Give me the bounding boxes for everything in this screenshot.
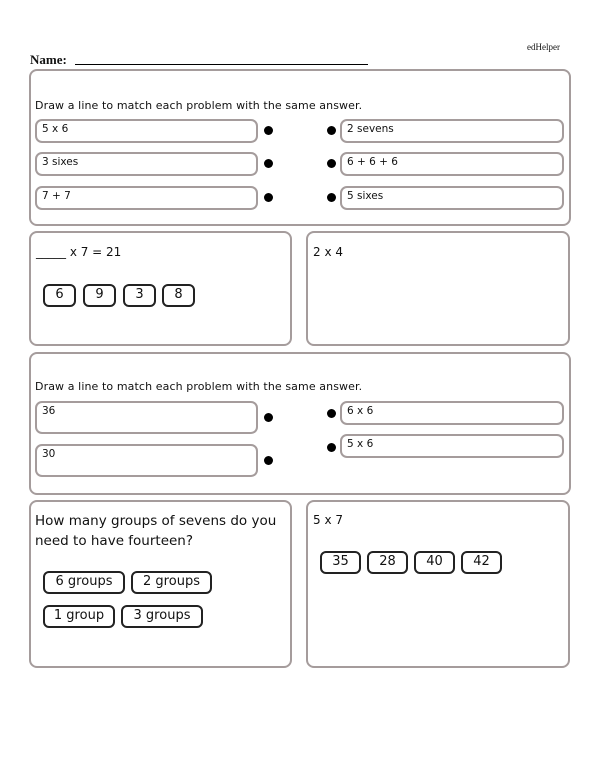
match-left-item[interactable]: 5 x 6 <box>35 119 258 143</box>
answer-option[interactable]: 6 <box>43 284 76 307</box>
answer-option[interactable]: 2 groups <box>131 571 212 594</box>
match-dot-left[interactable] <box>264 159 273 168</box>
answer-option[interactable]: 1 group <box>43 605 115 628</box>
matching-instruction-1: Draw a line to match each problem with the same answer. <box>35 99 363 112</box>
match-dot-right[interactable] <box>327 193 336 202</box>
match-left-item[interactable]: 30 <box>35 444 258 477</box>
match-dot-left[interactable] <box>264 413 273 422</box>
question-text: _____ x 7 = 21 <box>36 245 122 259</box>
match-dot-right[interactable] <box>327 409 336 418</box>
match-right-item[interactable]: 5 sixes <box>340 186 564 210</box>
match-left-item[interactable]: 3 sixes <box>35 152 258 176</box>
match-dot-right[interactable] <box>327 126 336 135</box>
match-right-item[interactable]: 6 x 6 <box>340 401 564 425</box>
answer-option[interactable]: 40 <box>414 551 455 574</box>
answer-option[interactable]: 3 <box>123 284 156 307</box>
question-text: 2 x 4 <box>313 245 343 259</box>
answer-option[interactable]: 6 groups <box>43 571 125 594</box>
name-line[interactable] <box>75 64 368 65</box>
match-right-item[interactable]: 2 sevens <box>340 119 564 143</box>
match-left-item[interactable]: 36 <box>35 401 258 434</box>
match-dot-right[interactable] <box>327 443 336 452</box>
question-text: 5 x 7 <box>313 513 343 527</box>
answer-option[interactable]: 28 <box>367 551 408 574</box>
answer-option[interactable]: 8 <box>162 284 195 307</box>
name-label: Name: <box>30 52 67 67</box>
match-right-item[interactable]: 6 + 6 + 6 <box>340 152 564 176</box>
match-dot-left[interactable] <box>264 193 273 202</box>
match-dot-right[interactable] <box>327 159 336 168</box>
match-right-item[interactable]: 5 x 6 <box>340 434 564 458</box>
question-text-line2: need to have fourteen? <box>35 533 194 549</box>
matching-instruction-2: Draw a line to match each problem with the same answer. <box>35 380 363 393</box>
match-dot-left[interactable] <box>264 456 273 465</box>
answer-option[interactable]: 42 <box>461 551 502 574</box>
brand-label: edHelper <box>527 42 560 52</box>
answer-option[interactable]: 35 <box>320 551 361 574</box>
answer-option[interactable]: 3 groups <box>121 605 203 628</box>
question-panel-2x4 <box>306 231 570 346</box>
match-dot-left[interactable] <box>264 126 273 135</box>
question-panel-5x7 <box>306 500 570 668</box>
answer-option[interactable]: 9 <box>83 284 116 307</box>
match-left-item[interactable]: 7 + 7 <box>35 186 258 210</box>
question-text-line1: How many groups of sevens do you <box>35 513 277 529</box>
